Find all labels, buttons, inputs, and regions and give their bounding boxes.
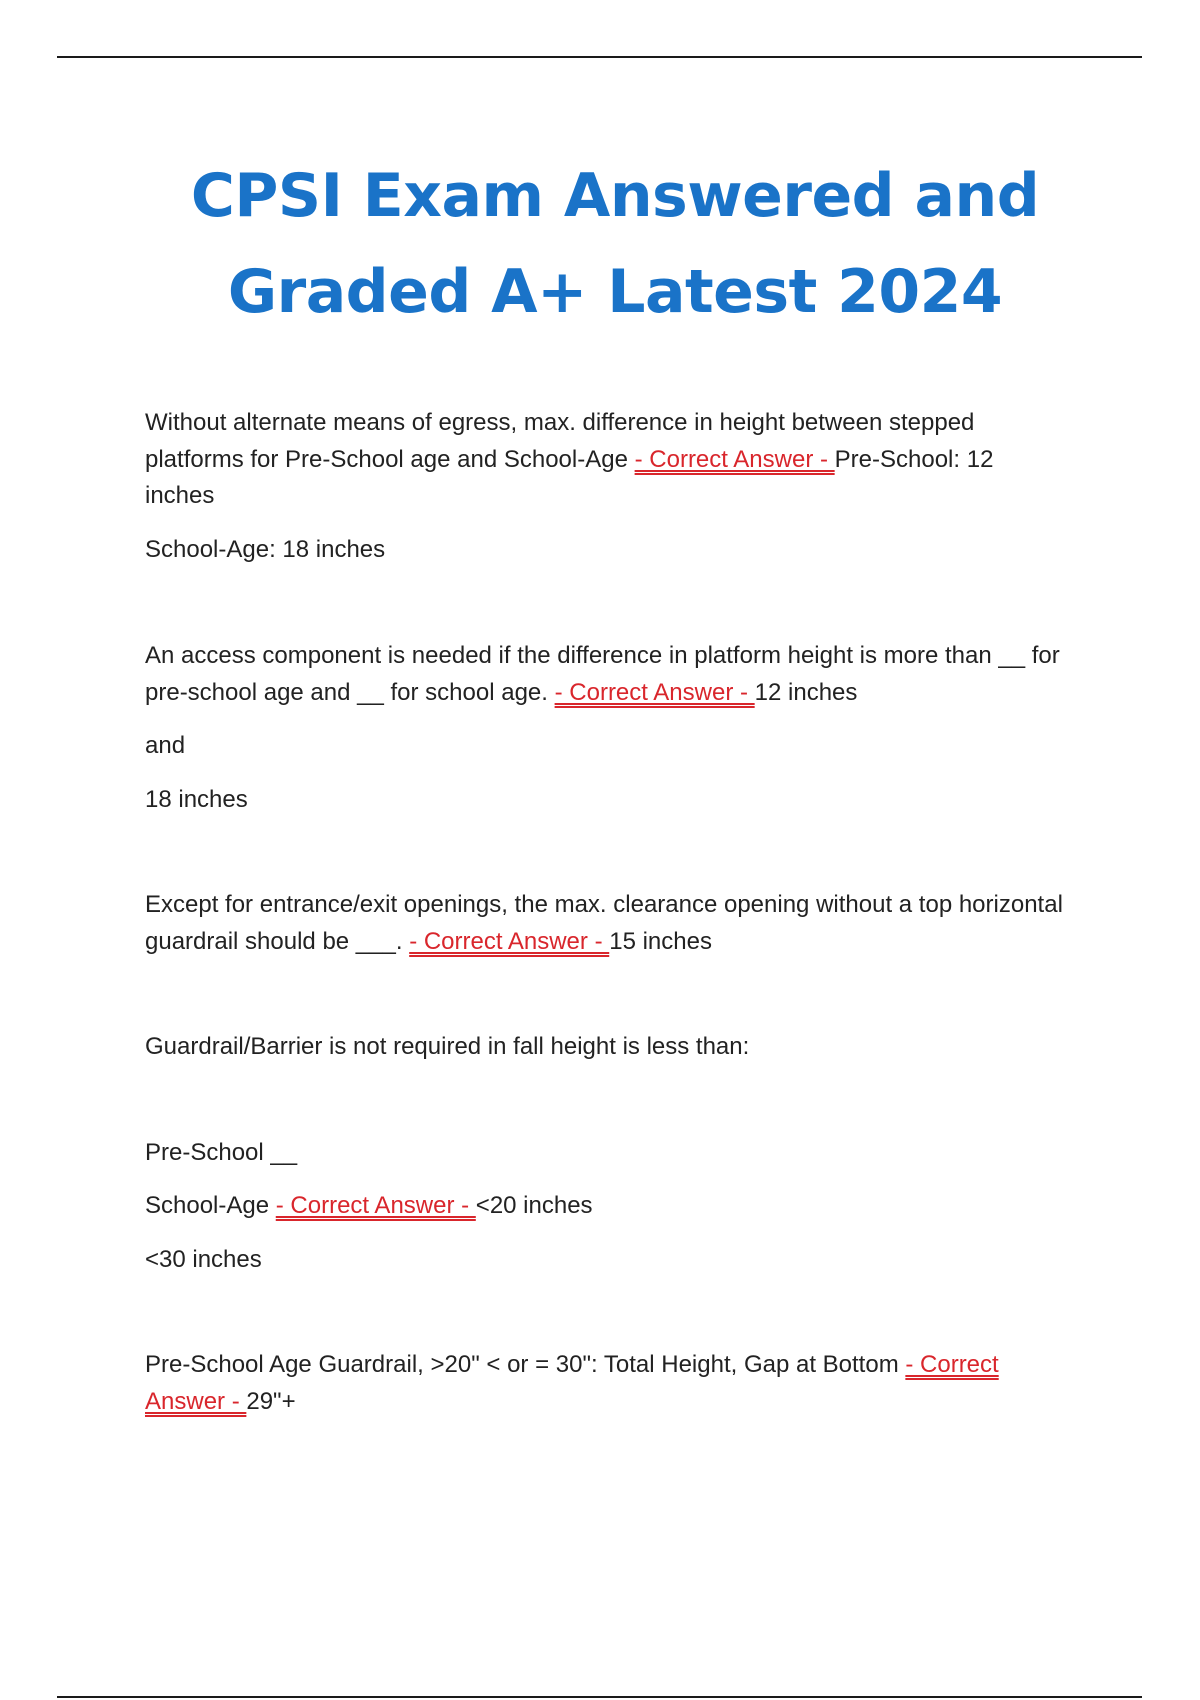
question-text: School-Age	[145, 1192, 276, 1219]
answer-text: 12 inches	[754, 678, 858, 706]
answer-text-line: School-Age: 18 inches	[145, 535, 386, 563]
footer-rule	[57, 1696, 1142, 1698]
header-rule	[57, 56, 1142, 58]
title-line-2: Graded A+ Latest 2024	[227, 257, 1003, 327]
qa-item-2	[145, 638, 1065, 711]
answer-text: <20 inches	[475, 1192, 593, 1219]
answer-text-line: and	[145, 732, 186, 759]
sub-question-line: Pre-School __	[145, 1138, 298, 1166]
question-text: Without alternate means of egress, max. difference in height between stepped platforms for Pre-School age and School-Age	[145, 409, 975, 473]
answer-text-line: <30 inches	[145, 1245, 262, 1273]
correct-answer-marker: - Correct Answer -	[409, 927, 610, 955]
question-text: Except for entrance/exit openings, the max. clearance opening without a top horizontal guardrail should be ___.	[145, 891, 1063, 955]
question-text: Pre-School Age Guardrail, >20" < or = 30": Total Height, Gap at Bottom	[145, 1351, 906, 1378]
qa-item-1	[145, 405, 1065, 515]
answer-text: 29"+	[246, 1387, 296, 1415]
correct-answer-marker: - Correct Answer -	[275, 1192, 476, 1219]
correct-answer-marker: Answer -	[145, 1387, 247, 1415]
qa-item-3	[145, 887, 1065, 960]
answer-text: Pre-School: 12 inches	[145, 445, 994, 509]
title-line-1: CPSI Exam Answered and	[190, 161, 1040, 231]
qa-item-5	[145, 1347, 1065, 1420]
question-text: An access component is needed if the difference in platform height is more than __ for pre-school age and __ for school age.	[145, 642, 1060, 706]
correct-answer-marker: - Correct Answer -	[634, 445, 835, 473]
sub-question-line	[145, 1188, 1065, 1225]
qa-item-4: Guardrail/Barrier is not required in fall height is less than:	[145, 1033, 750, 1060]
qa-content	[145, 405, 1065, 1420]
correct-answer-marker: - Correct	[905, 1351, 999, 1378]
correct-answer-marker: - Correct Answer -	[554, 678, 755, 706]
answer-text-line: 18 inches	[145, 785, 248, 813]
document-title	[100, 148, 1130, 340]
answer-text: 15 inches	[609, 927, 712, 955]
